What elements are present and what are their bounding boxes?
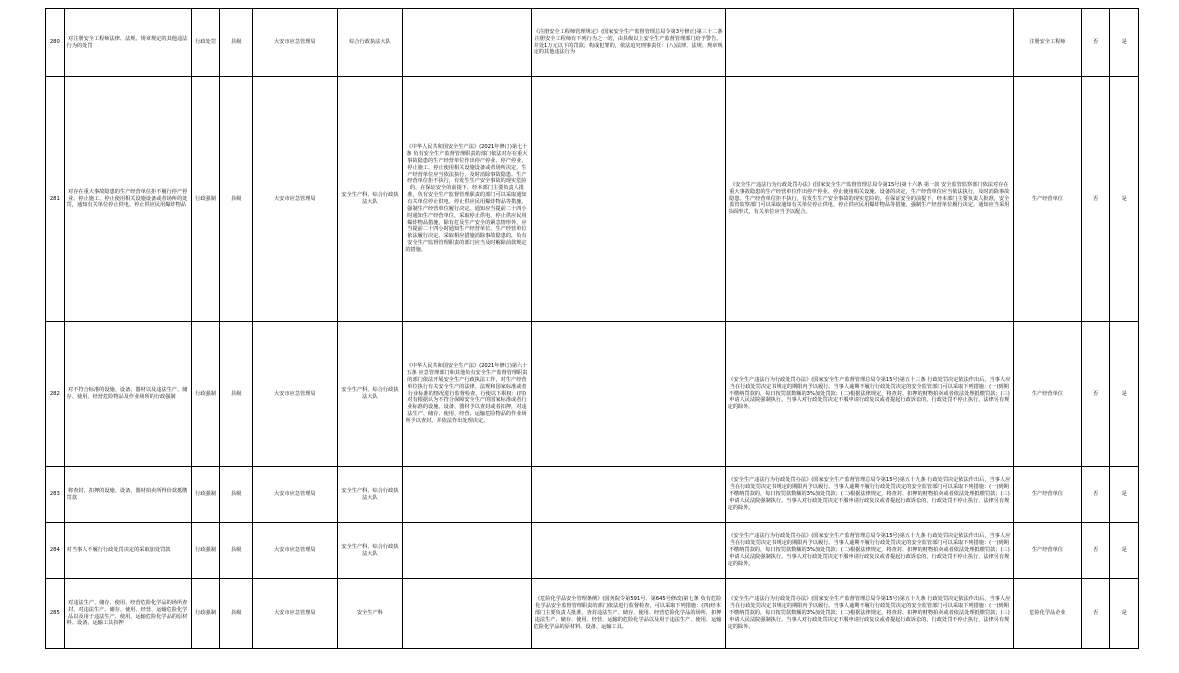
table-row xyxy=(46,579,1139,649)
cell-object: 生产经营单位 xyxy=(1013,523,1081,579)
cell-name: 对不符合标准的设施、设备、器材以及违法生产、储存、使用、经营危险物品及作业场所的行政强制 xyxy=(64,322,191,467)
table-row xyxy=(46,322,1139,467)
cell-level: 县级 xyxy=(220,77,253,322)
cell-hall: 否 xyxy=(1081,467,1110,523)
cell-seq: 280 xyxy=(46,9,65,77)
cell-type: 行政处罚 xyxy=(191,9,220,77)
cell-hall: 否 xyxy=(1081,9,1110,77)
cell-agency: 安全生产科、综合行政执法大队 xyxy=(337,467,403,523)
cell-subject: 大安市应急管理局 xyxy=(253,77,337,322)
cell-online: 是 xyxy=(1110,9,1139,77)
cell-level: 县级 xyxy=(220,9,253,77)
cell-hall: 否 xyxy=(1081,322,1110,467)
cell-seq: 282 xyxy=(46,322,65,467)
cell-agency: 安全生产科、综合行政执法大队 xyxy=(337,77,403,322)
cell-subject: 大安市应急管理局 xyxy=(253,9,337,77)
cell-name: 对存在重大事故隐患的生产经营单位拒不履行停产停业、停止施工、停止使用相关设施设备或者场所的处罚，通知有关单位停止供电、停止供应民用爆炸物品 xyxy=(64,77,191,322)
cell-basis-law xyxy=(403,9,531,77)
cell-basis-rule xyxy=(531,467,725,523)
cell-subject: 大安市应急管理局 xyxy=(253,523,337,579)
cell-subject: 大安市应急管理局 xyxy=(253,467,337,523)
cell-basis-law xyxy=(403,467,531,523)
cell-object: 生产经营单位 xyxy=(1013,322,1081,467)
cell-basis-rule: 《危险化学品安全管理条例》(国务院令第591号、第645号修改)第七条 负有危险化学品安全监督管理职责的部门依法进行监督检查，可以采取下列措施：(四)经本部门主要负责人批准，查封违法生产、储存、使用、经营危险化学品的场所，扣押违法生产、储存、使用、经营、运输的危险化学品以及用于违法生产、使用、运输危险化学品的原材料、设备、运输工具。 xyxy=(531,579,725,649)
table-row xyxy=(46,523,1139,579)
cell-basis-extra: 《安全生产违法行为行政处罚办法》(国家安全生产监督管理总局令第15号)第五十九条 行政处罚决定依法作出后，当事人应当在行政处罚决定书规定的期限内予以履行。当事人逾期不履行行政处罚决定的安全监管部门可以采取下列措施：(一)到期不缴纳罚款的，每日按罚款数额的3%加处罚款；(二)根据法律规定，将查封、扣押的财物拍卖或者依法处理抵缴罚款；(三)申请人民法院强制执行。当事人对行政处罚决定不服申请行政复议或者提起行政诉讼的，行政处罚不停止执行，法律另有规定的除外。 xyxy=(725,579,1013,649)
cell-basis-rule xyxy=(531,523,725,579)
table-body xyxy=(46,9,1139,649)
cell-type: 行政强制 xyxy=(191,322,220,467)
cell-subject: 大安市应急管理局 xyxy=(253,322,337,467)
cell-hall: 否 xyxy=(1081,77,1110,322)
cell-object: 生产经营单位 xyxy=(1013,467,1081,523)
cell-basis-law: 《中华人民共和国安全生产法》(2021年修订)第七十条 负有安全生产监督管理职责的部门依法对存在重大事故隐患的生产经营单位作出停产停业、停产停业、停止施工、停止使用相关设施设备或者场所决定，生产经营单位应当依法执行，及时消除事故隐患。生产经营单位拒不执行，有发生生产安全事故的现实危险的，在保证安全的前提下，经本部门主要负责人批准，负有安全生产监督管理职责的部门可以采取通知有关单位停止供电、停止供应民用爆炸物品等措施，强制生产经营单位履行决定。通知应当提前二十四小时通知生产经营单位，采取停止供电、停止供应民用爆炸物品措施，除有危及生产安全的紧急情形外，应当提前二十四小时通知生产经营单位。生产经营单位依法履行决定、采取相应措施消除事故隐患的，负有安全生产监督管理职责的部门应当及时解除前款规定的措施。 xyxy=(403,77,531,322)
cell-basis-extra: 《安全生产违法行为行政处罚办法》(国家安全生产监督管理总局令第15号)第十六条 第一款 安全监管监察部门依法对存在重大事故隐患的生产经营单位作出停产停业、停止使用相关设施、设备的决定，生产经营单位应当依法执行，及时消除事故隐患。生产经营单位拒不执行，有发生生产安全事故的现实危险的，在保证安全的前提下，经本部门主要负责人批准，安全监管监察部门可以采取通知有关单位停止供电、停止供应民用爆炸物品等措施，强制生产经营单位履行决定。通知应当采用书面形式，有关单位应当予以配合。 xyxy=(725,77,1013,322)
cell-seq: 281 xyxy=(46,77,65,322)
cell-level: 县级 xyxy=(220,467,253,523)
cell-object: 生产经营单位 xyxy=(1013,77,1081,322)
cell-agency: 安全生产科 xyxy=(337,579,403,649)
cell-subject: 大安市应急管理局 xyxy=(253,579,337,649)
cell-basis-rule: 《注册安全工程师管理规定》(国家安全生产监督管理总局令第3号修正)第三十二条 注册安全工程师有下列行为之一的，由县级以上安全生产监督管理部门给予警告，并处1万元以下的罚款；构成犯罪的，依法追究刑事责任：(八)法律、法规、规章规定的其他违法行为 xyxy=(531,9,725,77)
table-row xyxy=(46,9,1139,77)
cell-basis-law xyxy=(403,579,531,649)
cell-basis-rule xyxy=(531,77,725,322)
cell-type: 行政强制 xyxy=(191,579,220,649)
cell-level: 县级 xyxy=(220,523,253,579)
cell-basis-rule xyxy=(531,322,725,467)
cell-type: 行政强制 xyxy=(191,77,220,322)
cell-object: 危险化学品企业 xyxy=(1013,579,1081,649)
cell-type: 行政强制 xyxy=(191,467,220,523)
cell-name: 对注册安全工程师法律、法规、规章规定的其他违法行为的处罚 xyxy=(64,9,191,77)
cell-online: 是 xyxy=(1110,322,1139,467)
cell-basis-extra: 《安全生产违法行为行政处罚办法》(国家安全生产监督管理总局令第15号)第五十九条 行政处罚决定依法作出后，当事人应当在行政处罚决定书规定的期限内予以履行。当事人逾期不履行行政处罚决定的安全监管部门可以采取下列措施：(一)到期不缴纳罚款的，每日按罚款数额的3%加处罚款；(二)根据法律规定，将查封、扣押的财物拍卖或者依法处理抵缴罚款；(三)申请人民法院强制执行。当事人对行政处罚决定不服申请行政复议或者提起行政诉讼的，行政处罚不停止执行，法律另有规定的除外。 xyxy=(725,523,1013,579)
cell-agency: 综合行政执法大队 xyxy=(337,9,403,77)
cell-level: 县级 xyxy=(220,322,253,467)
cell-basis-extra xyxy=(725,9,1013,77)
cell-seq: 284 xyxy=(46,523,65,579)
cell-agency: 安全生产科、综合行政执法大队 xyxy=(337,523,403,579)
cell-type: 行政强制 xyxy=(191,523,220,579)
cell-basis-law xyxy=(403,523,531,579)
table-row xyxy=(46,467,1139,523)
table-row xyxy=(46,77,1139,322)
cell-seq: 285 xyxy=(46,579,65,649)
cell-basis-extra: 《安全生产违法行为行政处罚办法》(国家安全生产监督管理总局令第15号)第五十三条 行政处罚决定依法作出后，当事人应当在行政处罚决定书规定的期限内予以履行。当事人逾期不履行行政处罚决定的安全监管部门可以采取下列措施：(一)到期不缴纳罚款的，每日按罚款数额的3%加处罚款；(二)根据法律规定，将查封、扣押的财物拍卖或者依法处理抵缴罚款；(三)申请人民法院强制执行。当事人对行政处罚决定不服申请行政复议或者提起行政诉讼的，行政处罚不停止执行，法律另有规定的除外。 xyxy=(725,322,1013,467)
cell-basis-extra: 《安全生产违法行为行政处罚办法》(国家安全生产监督管理总局令第15号)第五十九条 行政处罚决定依法作出后，当事人应当在行政处罚决定书规定的期限内予以履行。当事人逾期不履行行政处罚决定的安全监管部门可以采取下列措施：(一)到期不缴纳罚款的，每日按罚款数额的3%加处罚款；(二)根据法律规定，将查封、扣押的财物拍卖或者依法处理抵缴罚款；(三)申请人民法院强制执行。当事人对行政处罚决定不服申请行政复议或者提起行政诉讼的，行政处罚不停止执行，法律另有规定的除外。 xyxy=(725,467,1013,523)
cell-hall: 否 xyxy=(1081,579,1110,649)
cell-name: 将查封、扣押的设施、设备、器材拍卖所得价款抵缴罚款 xyxy=(64,467,191,523)
cell-online: 是 xyxy=(1110,523,1139,579)
cell-name: 对当事人不履行行政处罚决定的采取加处罚款 xyxy=(64,523,191,579)
cell-agency: 安全生产科、综合行政执法大队 xyxy=(337,322,403,467)
cell-online: 是 xyxy=(1110,77,1139,322)
cell-object: 注册安全工程师 xyxy=(1013,9,1081,77)
power-list-table xyxy=(45,8,1139,649)
cell-level: 县级 xyxy=(220,579,253,649)
cell-name: 对违法生产、储存、使用、经营危险化学品的场所查封、对违法生产、储存、使用、经营、运输危险化学品以及用于违法生产、使用、运输危险化学品的原材料、设备、运输工具扣押 xyxy=(64,579,191,649)
cell-online: 是 xyxy=(1110,467,1139,523)
cell-online: 是 xyxy=(1110,579,1139,649)
cell-seq: 283 xyxy=(46,467,65,523)
cell-hall: 否 xyxy=(1081,523,1110,579)
cell-basis-law: 《中华人民共和国安全生产法》(2021年修订)第六十五条 应急管理部门和其他负有安全生产监督管理职责的部门依法开展安全生产行政执法工作，对生产经营单位执行有关安全生产的法律、法规和国家标准或者行业标准的情况进行监督检查，行使以下职权：(四)对有根据认为不符合保障安全生产的国家标准或者行业标准的设施、设备、器材予以查封或者扣押，对违法生产、储存、使用、经营、运输危险物品的作业场所予以查封，并依法作出处理决定。 xyxy=(403,322,531,467)
